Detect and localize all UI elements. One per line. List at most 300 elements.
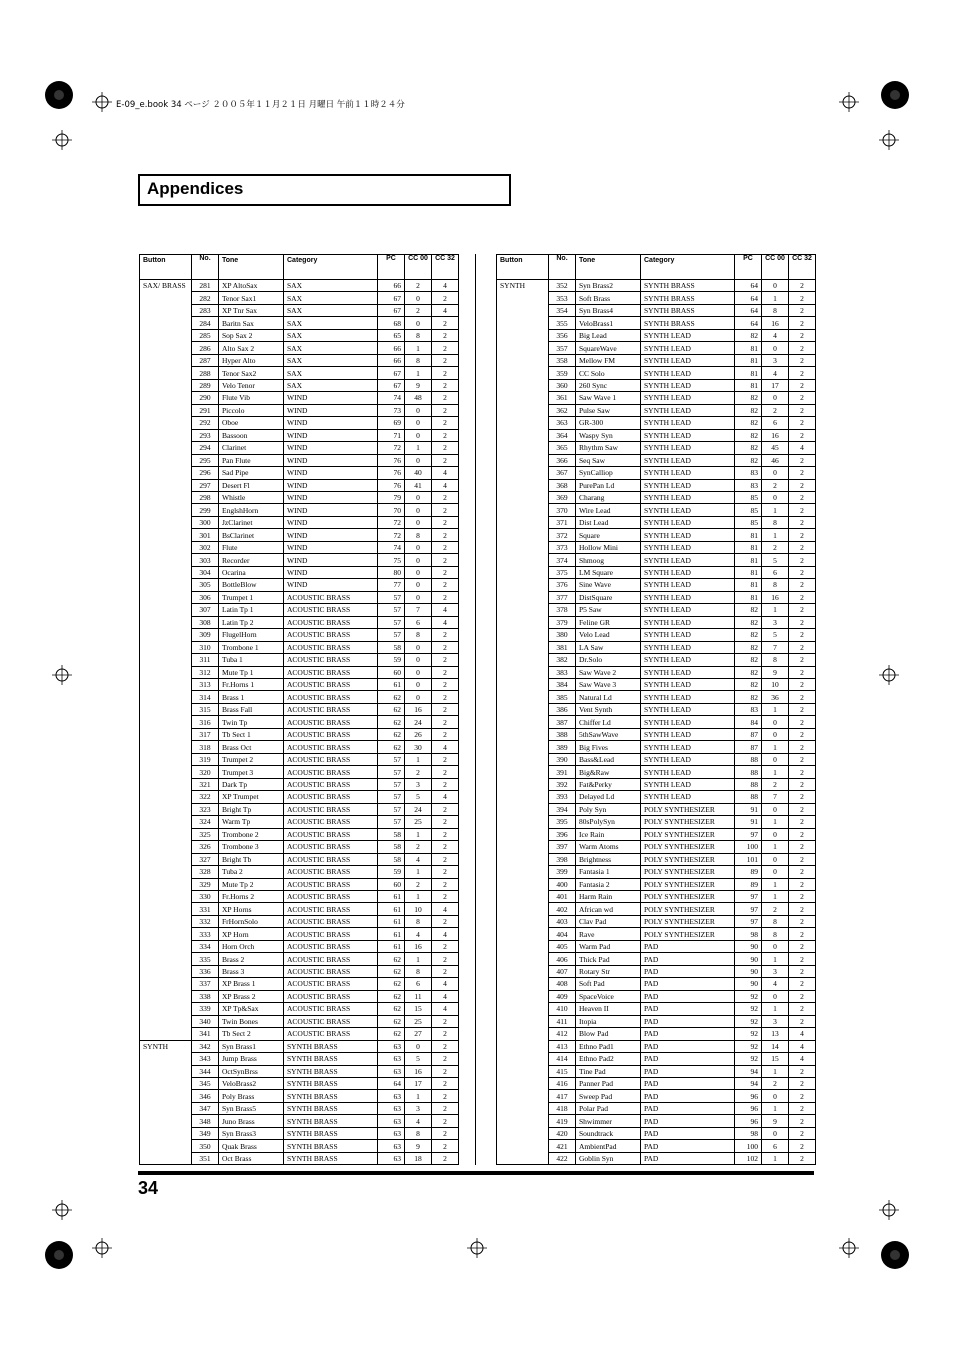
tone-cell: Tenor Sax1	[219, 292, 284, 304]
category-cell: ACOUSTIC BRASS	[284, 965, 378, 977]
tone-cell: Heaven II	[576, 1003, 641, 1015]
cc32-cell: 2	[432, 890, 459, 902]
no-cell: 353	[549, 292, 576, 304]
category-cell: PAD	[641, 1003, 735, 1015]
category-cell: POLY SYNTHESIZER	[641, 878, 735, 890]
cc32-cell: 2	[789, 554, 816, 566]
cc00-cell: 2	[762, 1078, 789, 1090]
no-cell: 300	[192, 516, 219, 528]
tone-cell: Dist Lead	[576, 516, 641, 528]
category-cell: SYNTH LEAD	[641, 691, 735, 703]
category-cell: SYNTH LEAD	[641, 554, 735, 566]
tone-cell: Dark Tp	[219, 778, 284, 790]
no-cell: 347	[192, 1102, 219, 1114]
category-cell: POLY SYNTHESIZER	[641, 803, 735, 815]
category-cell: SYNTH LEAD	[641, 791, 735, 803]
no-cell: 390	[549, 753, 576, 765]
cc32-cell: 2	[789, 392, 816, 404]
no-cell: 298	[192, 491, 219, 503]
pc-cell: 57	[378, 753, 405, 765]
pc-cell: 90	[735, 940, 762, 952]
cc32-cell: 2	[789, 903, 816, 915]
no-cell: 336	[192, 965, 219, 977]
cc00-cell: 2	[405, 878, 432, 890]
pc-cell: 58	[378, 853, 405, 865]
cc32-cell: 2	[789, 803, 816, 815]
no-cell: 304	[192, 566, 219, 578]
tone-cell: Tenor Sax2	[219, 367, 284, 379]
cc00-cell: 1	[405, 442, 432, 454]
pc-cell: 82	[735, 641, 762, 653]
tone-cell: Tb Sect 1	[219, 728, 284, 740]
pc-cell: 94	[735, 1065, 762, 1077]
cc32-cell: 2	[432, 392, 459, 404]
cc32-cell: 2	[432, 1040, 459, 1052]
pc-cell: 76	[378, 467, 405, 479]
tone-cell: Piccolo	[219, 404, 284, 416]
cc32-cell: 2	[789, 1015, 816, 1027]
cc00-cell: 24	[405, 803, 432, 815]
pc-cell: 63	[378, 1065, 405, 1077]
no-cell: 292	[192, 417, 219, 429]
tone-cell: Brass 2	[219, 953, 284, 965]
category-cell: WIND	[284, 516, 378, 528]
tone-cell: Chiffer Ld	[576, 716, 641, 728]
category-cell: SYNTH LEAD	[641, 566, 735, 578]
cc32-cell: 2	[789, 1003, 816, 1015]
tone-cell: Tine Pad	[576, 1065, 641, 1077]
pc-cell: 66	[378, 354, 405, 366]
no-cell: 284	[192, 317, 219, 329]
tone-cell: Syn Brass5	[219, 1102, 284, 1114]
cc00-cell: 36	[762, 691, 789, 703]
no-cell: 345	[192, 1078, 219, 1090]
pc-cell: 57	[378, 803, 405, 815]
pc-cell: 101	[735, 853, 762, 865]
tone-cell: Trumpet 1	[219, 591, 284, 603]
no-cell: 383	[549, 666, 576, 678]
cc32-cell: 2	[789, 566, 816, 578]
category-cell: ACOUSTIC BRASS	[284, 716, 378, 728]
tone-cell: Horn Orch	[219, 940, 284, 952]
pc-cell: 96	[735, 1115, 762, 1127]
no-cell: 394	[549, 803, 576, 815]
no-cell: 375	[549, 566, 576, 578]
pc-cell: 82	[735, 442, 762, 454]
cc32-cell: 2	[432, 1053, 459, 1065]
category-cell: ACOUSTIC BRASS	[284, 828, 378, 840]
no-cell: 316	[192, 716, 219, 728]
tone-cell: Polar Pad	[576, 1102, 641, 1114]
category-cell: SYNTH LEAD	[641, 604, 735, 616]
tone-cell: Velo Tenor	[219, 379, 284, 391]
no-cell: 343	[192, 1053, 219, 1065]
category-cell: SYNTH LEAD	[641, 417, 735, 429]
cc32-cell: 4	[789, 442, 816, 454]
cc32-cell: 4	[432, 604, 459, 616]
no-cell: 352	[549, 280, 576, 292]
cc00-cell: 16	[405, 940, 432, 952]
pc-cell: 74	[378, 541, 405, 553]
no-cell: 407	[549, 965, 576, 977]
no-cell: 412	[549, 1028, 576, 1040]
category-cell: SYNTH BRASS	[284, 1053, 378, 1065]
category-cell: SYNTH LEAD	[641, 654, 735, 666]
tone-cell: XP Horn	[219, 928, 284, 940]
cc32-cell: 2	[432, 866, 459, 878]
cc32-cell: 2	[432, 1090, 459, 1102]
tone-cell: LA Saw	[576, 641, 641, 653]
tone-cell: Saw Wave 2	[576, 666, 641, 678]
pc-cell: 73	[378, 404, 405, 416]
category-cell: WIND	[284, 554, 378, 566]
category-cell: ACOUSTIC BRASS	[284, 679, 378, 691]
cc00-cell: 4	[405, 853, 432, 865]
cc00-cell: 2	[762, 903, 789, 915]
category-cell: PAD	[641, 1040, 735, 1052]
cc32-cell: 2	[432, 417, 459, 429]
registration-mark-icon	[839, 92, 859, 112]
cc00-cell: 3	[405, 1102, 432, 1114]
tone-cell: Whistle	[219, 491, 284, 503]
registration-mark-icon	[839, 1238, 859, 1258]
no-cell: 362	[549, 404, 576, 416]
cc32-cell: 2	[789, 516, 816, 528]
cc32-cell: 2	[432, 317, 459, 329]
cc32-cell: 2	[432, 803, 459, 815]
no-cell: 281	[192, 280, 219, 292]
pc-cell: 67	[378, 292, 405, 304]
cc00-cell: 11	[405, 990, 432, 1002]
tone-cell: Alto Sax 2	[219, 342, 284, 354]
category-cell: PAD	[641, 965, 735, 977]
tone-cell: Delayed Ld	[576, 791, 641, 803]
cc32-cell: 2	[789, 666, 816, 678]
no-cell: 406	[549, 953, 576, 965]
pc-cell: 81	[735, 367, 762, 379]
cc00-cell: 4	[762, 367, 789, 379]
category-cell: WIND	[284, 479, 378, 491]
registration-mark-icon	[879, 1200, 899, 1220]
no-cell: 328	[192, 866, 219, 878]
pc-cell: 62	[378, 703, 405, 715]
cc32-cell: 2	[432, 753, 459, 765]
tone-cell: Big Lead	[576, 329, 641, 341]
pc-cell: 81	[735, 579, 762, 591]
cc00-cell: 0	[405, 666, 432, 678]
no-cell: 327	[192, 853, 219, 865]
no-cell: 357	[549, 342, 576, 354]
tone-cell: Bassoon	[219, 429, 284, 441]
category-cell: WIND	[284, 491, 378, 503]
cc32-cell: 2	[432, 367, 459, 379]
tone-cell: Waspy Syn	[576, 429, 641, 441]
cc00-cell: 0	[762, 853, 789, 865]
pc-cell: 90	[735, 953, 762, 965]
no-cell: 319	[192, 753, 219, 765]
cc32-cell: 4	[432, 903, 459, 915]
category-cell: SYNTH LEAD	[641, 766, 735, 778]
cc00-cell: 0	[405, 554, 432, 566]
pc-cell: 64	[735, 304, 762, 316]
cc32-cell: 2	[432, 1028, 459, 1040]
cc00-cell: 26	[405, 728, 432, 740]
category-cell: SYNTH BRASS	[284, 1127, 378, 1139]
cc00-cell: 8	[405, 329, 432, 341]
table-row	[140, 1040, 459, 1052]
pc-cell: 82	[735, 329, 762, 341]
tone-cell: Mellow FM	[576, 354, 641, 366]
cc00-cell: 0	[762, 728, 789, 740]
registration-mark-icon	[879, 665, 899, 685]
no-cell: 360	[549, 379, 576, 391]
no-cell: 395	[549, 816, 576, 828]
cc00-cell: 0	[405, 491, 432, 503]
col-header-cc00: CC 00	[762, 255, 789, 280]
no-cell: 419	[549, 1115, 576, 1127]
category-cell: SYNTH LEAD	[641, 679, 735, 691]
cc00-cell: 1	[405, 890, 432, 902]
no-cell: 385	[549, 691, 576, 703]
no-cell: 350	[192, 1140, 219, 1152]
no-cell: 321	[192, 778, 219, 790]
pc-cell: 62	[378, 953, 405, 965]
category-cell: PAD	[641, 953, 735, 965]
pc-cell: 60	[378, 878, 405, 890]
cc32-cell: 2	[789, 828, 816, 840]
no-cell: 389	[549, 741, 576, 753]
cc00-cell: 4	[405, 928, 432, 940]
cc32-cell: 2	[789, 728, 816, 740]
cc32-cell: 2	[432, 703, 459, 715]
cc32-cell: 2	[789, 304, 816, 316]
no-cell: 325	[192, 828, 219, 840]
no-cell: 393	[549, 791, 576, 803]
category-cell: SYNTH LEAD	[641, 741, 735, 753]
cc00-cell: 3	[405, 778, 432, 790]
tone-cell: Oboe	[219, 417, 284, 429]
tone-cell: BottleBlow	[219, 579, 284, 591]
cc32-cell: 2	[432, 1140, 459, 1152]
cc00-cell: 17	[405, 1078, 432, 1090]
cc00-cell: 9	[405, 1140, 432, 1152]
cc00-cell: 1	[762, 1003, 789, 1015]
tone-cell: Latin Tp 1	[219, 604, 284, 616]
category-cell: SYNTH LEAD	[641, 728, 735, 740]
no-cell: 333	[192, 928, 219, 940]
category-cell: ACOUSTIC BRASS	[284, 778, 378, 790]
cc00-cell: 1	[762, 890, 789, 902]
cc32-cell: 2	[432, 1152, 459, 1164]
cc32-cell: 2	[432, 965, 459, 977]
cc00-cell: 0	[762, 828, 789, 840]
tone-cell: Soft Pad	[576, 978, 641, 990]
cc00-cell: 1	[762, 1065, 789, 1077]
pc-cell: 63	[378, 1140, 405, 1152]
tone-cell: Twin Bones	[219, 1015, 284, 1027]
tone-cell: BsClarinet	[219, 529, 284, 541]
tone-cell: Latin Tp 2	[219, 616, 284, 628]
cc32-cell: 2	[789, 703, 816, 715]
tone-cell: Itopia	[576, 1015, 641, 1027]
cc32-cell: 2	[789, 604, 816, 616]
cc32-cell: 4	[432, 791, 459, 803]
no-cell: 388	[549, 728, 576, 740]
no-cell: 372	[549, 529, 576, 541]
pc-cell: 88	[735, 766, 762, 778]
tone-cell: Recorder	[219, 554, 284, 566]
cc00-cell: 0	[405, 429, 432, 441]
cc00-cell: 5	[762, 629, 789, 641]
cc00-cell: 1	[405, 953, 432, 965]
category-cell: PAD	[641, 1078, 735, 1090]
cc00-cell: 2	[762, 778, 789, 790]
no-cell: 363	[549, 417, 576, 429]
tone-cell: Harm Rain	[576, 890, 641, 902]
cc00-cell: 3	[762, 1015, 789, 1027]
cc00-cell: 0	[405, 679, 432, 691]
no-cell: 337	[192, 978, 219, 990]
tone-cell: JzClarinet	[219, 516, 284, 528]
category-cell: ACOUSTIC BRASS	[284, 878, 378, 890]
pc-cell: 80	[378, 566, 405, 578]
pc-cell: 57	[378, 816, 405, 828]
cc00-cell: 9	[762, 1115, 789, 1127]
sunburst-mark-icon	[880, 1240, 910, 1270]
no-cell: 413	[549, 1040, 576, 1052]
cc00-cell: 3	[762, 616, 789, 628]
no-cell: 397	[549, 841, 576, 853]
pc-cell: 87	[735, 741, 762, 753]
tone-cell: Panner Pad	[576, 1078, 641, 1090]
cc00-cell: 25	[405, 1015, 432, 1027]
category-cell: SYNTH BRASS	[284, 1040, 378, 1052]
cc32-cell: 2	[789, 354, 816, 366]
category-cell: PAD	[641, 1090, 735, 1102]
pc-cell: 98	[735, 928, 762, 940]
registration-mark-icon	[92, 92, 112, 112]
cc32-cell: 2	[432, 442, 459, 454]
cc32-cell: 2	[789, 541, 816, 553]
col-header-category: Category	[641, 255, 735, 280]
col-header-pc: PC	[735, 255, 762, 280]
cc00-cell: 0	[762, 280, 789, 292]
no-cell: 387	[549, 716, 576, 728]
category-cell: SYNTH LEAD	[641, 491, 735, 503]
cc32-cell: 2	[789, 778, 816, 790]
no-cell: 311	[192, 654, 219, 666]
category-cell: WIND	[284, 417, 378, 429]
tone-cell: Warm Tp	[219, 816, 284, 828]
cc32-cell: 2	[789, 679, 816, 691]
cc32-cell: 2	[432, 342, 459, 354]
pc-cell: 97	[735, 903, 762, 915]
no-cell: 305	[192, 579, 219, 591]
no-cell: 378	[549, 604, 576, 616]
pc-cell: 57	[378, 778, 405, 790]
no-cell: 291	[192, 404, 219, 416]
cc00-cell: 0	[762, 940, 789, 952]
no-cell: 335	[192, 953, 219, 965]
cc32-cell: 2	[789, 1090, 816, 1102]
cc00-cell: 1	[762, 703, 789, 715]
no-cell: 365	[549, 442, 576, 454]
pc-cell: 82	[735, 654, 762, 666]
category-cell: WIND	[284, 404, 378, 416]
tone-cell: Trombone 2	[219, 828, 284, 840]
no-cell: 417	[549, 1090, 576, 1102]
pc-cell: 62	[378, 1003, 405, 1015]
cc32-cell: 2	[432, 1102, 459, 1114]
cc00-cell: 8	[405, 629, 432, 641]
section-title: Appendices	[147, 179, 244, 198]
pc-cell: 92	[735, 990, 762, 1002]
cc00-cell: 2	[762, 541, 789, 553]
tone-cell: Juno Brass	[219, 1115, 284, 1127]
no-cell: 421	[549, 1140, 576, 1152]
cc00-cell: 6	[405, 616, 432, 628]
category-cell: PAD	[641, 978, 735, 990]
category-cell: SAX	[284, 329, 378, 341]
category-cell: SYNTH BRASS	[284, 1065, 378, 1077]
category-cell: SYNTH BRASS	[284, 1152, 378, 1164]
no-cell: 331	[192, 903, 219, 915]
cc32-cell: 2	[789, 467, 816, 479]
cc32-cell: 4	[432, 467, 459, 479]
tone-cell: Flute Vib	[219, 392, 284, 404]
cc00-cell: 1	[762, 504, 789, 516]
category-cell: ACOUSTIC BRASS	[284, 666, 378, 678]
no-cell: 392	[549, 778, 576, 790]
sunburst-mark-icon	[880, 80, 910, 110]
cc32-cell: 2	[432, 1065, 459, 1077]
category-cell: ACOUSTIC BRASS	[284, 641, 378, 653]
cc32-cell: 2	[432, 454, 459, 466]
category-cell: SAX	[284, 280, 378, 292]
pc-cell: 64	[378, 1078, 405, 1090]
cc00-cell: 2	[405, 841, 432, 853]
pc-cell: 58	[378, 641, 405, 653]
no-cell: 332	[192, 915, 219, 927]
category-cell: SYNTH LEAD	[641, 529, 735, 541]
tone-cell: Ice Rain	[576, 828, 641, 840]
cc32-cell: 2	[789, 853, 816, 865]
cc00-cell: 6	[762, 417, 789, 429]
no-cell: 409	[549, 990, 576, 1002]
pc-cell: 62	[378, 965, 405, 977]
pc-cell: 72	[378, 529, 405, 541]
cc00-cell: 16	[762, 591, 789, 603]
no-cell: 358	[549, 354, 576, 366]
tone-cell: Tuba 2	[219, 866, 284, 878]
category-cell: SYNTH BRASS	[284, 1078, 378, 1090]
tone-cell: Brass 1	[219, 691, 284, 703]
tone-cell: Fat&Perky	[576, 778, 641, 790]
pc-cell: 61	[378, 903, 405, 915]
cc00-cell: 8	[762, 304, 789, 316]
tone-cell: Big&Raw	[576, 766, 641, 778]
no-cell: 317	[192, 728, 219, 740]
registration-mark-icon	[879, 130, 899, 150]
pc-cell: 62	[378, 741, 405, 753]
no-cell: 320	[192, 766, 219, 778]
cc00-cell: 24	[405, 716, 432, 728]
cc32-cell: 2	[789, 342, 816, 354]
registration-mark-icon	[52, 665, 72, 685]
no-cell: 290	[192, 392, 219, 404]
cc32-cell: 2	[789, 928, 816, 940]
category-cell: SYNTH LEAD	[641, 703, 735, 715]
